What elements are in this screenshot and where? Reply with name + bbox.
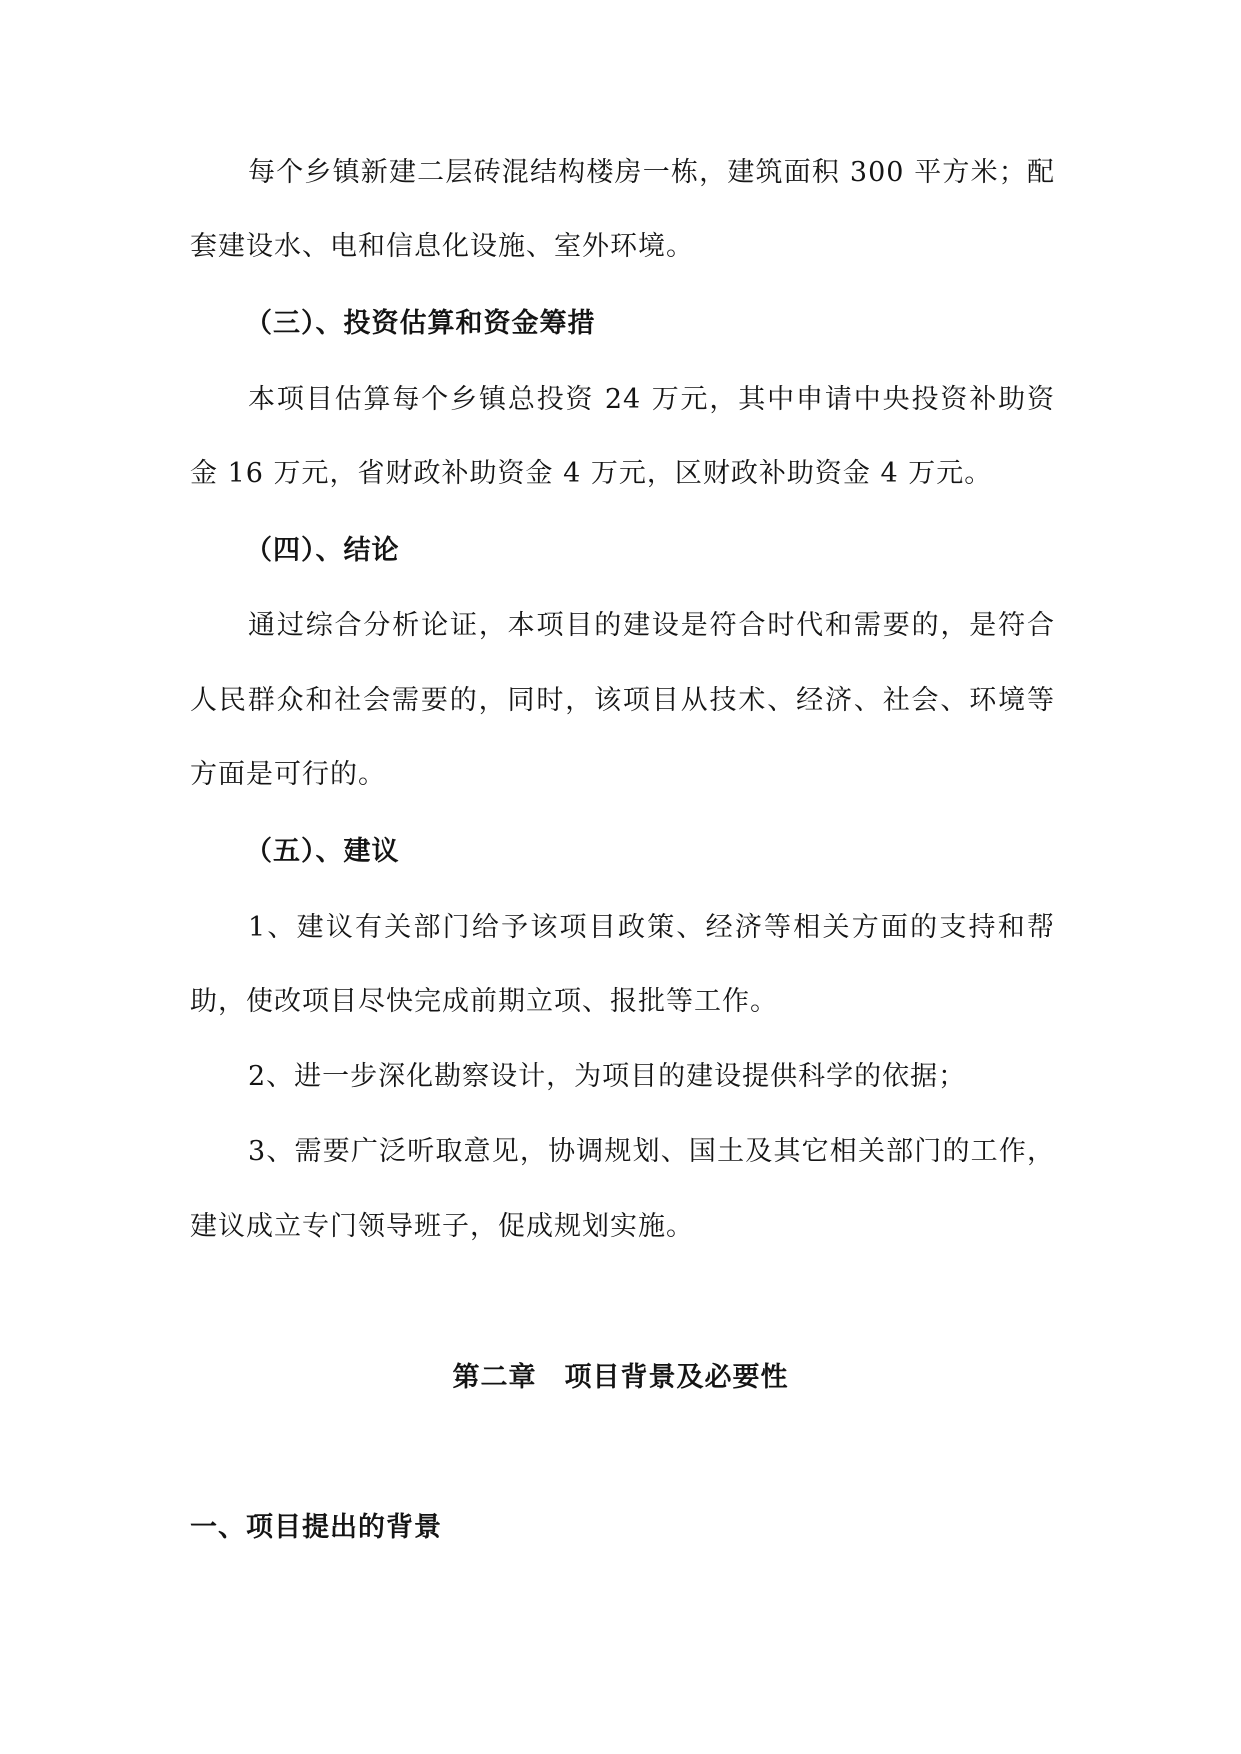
paragraph-line: 套建设水、电和信息化设施、室外环境。	[190, 231, 694, 262]
list-item-line: 3、需要广泛听取意见，协调规划、国土及其它相关部门的工作，	[248, 1136, 1055, 1167]
section-heading: （四）、结论	[245, 535, 400, 566]
chapter-title: 第二章 项目背景及必要性	[452, 1362, 789, 1393]
paragraph-line: 每个乡镇新建二层砖混结构楼房一栋，建筑面积 300 平方米；配	[248, 157, 1055, 188]
paragraph-line: 通过综合分析论证，本项目的建设是符合时代和需要的，是符合	[248, 610, 1055, 641]
paragraph-line: 本项目估算每个乡镇总投资 24 万元，其中申请中央投资补助资	[248, 384, 1055, 415]
section-heading: （五）、建议	[245, 836, 400, 867]
paragraph-line: 金 16 万元，省财政补助资金 4 万元，区财政补助资金 4 万元。	[190, 458, 993, 489]
list-item-line: 2、进一步深化勘察设计，为项目的建设提供科学的依据；	[248, 1061, 967, 1092]
paragraph-line: 人民群众和社会需要的，同时，该项目从技术、经济、社会、环境等	[190, 685, 1055, 716]
section-heading: （三）、投资估算和资金筹措	[245, 308, 596, 339]
list-item-line: 助，使改项目尽快完成前期立项、报批等工作。	[190, 986, 778, 1017]
list-item-line: 1、建议有关部门给予该项目政策、经济等相关方面的支持和帮	[248, 912, 1055, 943]
paragraph-line: 方面是可行的。	[190, 759, 386, 790]
list-item-line: 建议成立专门领导班子，促成规划实施。	[190, 1211, 694, 1242]
section-title: 一、项目提出的背景	[190, 1512, 442, 1543]
